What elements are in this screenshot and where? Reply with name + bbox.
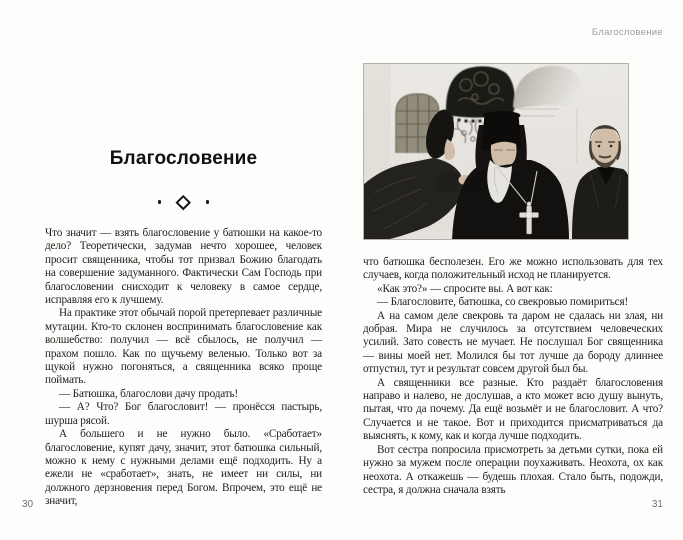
paragraph: А большего и не нужно было. «Сработает» благословение, купят дачу, значит, этот батюшка сильный, можно к нему с нужными делами ещё подходить. Ну а ежели не «сработает», знать, не имеет ни силы, ни должного дерзновения перед Богом. Впрочем, это ещё не значит, <box>45 428 322 508</box>
right-page-text <box>363 256 663 497</box>
chapter-title: Благословение <box>109 148 258 169</box>
dialogue-line: — Батюшка, благослови дачу продать! <box>59 387 239 400</box>
left-page-text <box>45 227 322 509</box>
ornament-dot-icon <box>206 200 210 204</box>
photo-svg <box>363 63 629 240</box>
page-number-left: 30 <box>22 499 34 510</box>
page-number-right: 31 <box>651 499 663 510</box>
paragraph: что батюшка бесполезен. Его же можно использовать для тех случаев, когда положительный исход не планируется. <box>363 256 663 282</box>
running-header: Благословение <box>591 27 663 38</box>
dialogue-line: — А? Что? Бог благословит! — пронёсся пастырь, шурша рясой. <box>45 401 322 427</box>
paragraph: Что значит — взять благословение у батюшки на какое-то дело? Теоретически, задумав нечто хорошее, человек просит священника, чтобы тот призвал Божию благодать на совершение задуманного. Фактически Сам Господь при благословении снисходит к человеку в самое сердце, исправляя его к лучшему. <box>45 227 322 307</box>
photo-priest-blessing <box>363 63 629 240</box>
paragraph: А на самом деле свекровь та даром не сдалась ни злая, ни добрая. Мира не случилось за отсутствием человеческих усилий. Зато совесть не мучает. Не послушал Бог священника — вины моей нет. Молился бы тот лучше да бороду длиннее отпустил, тут и результат совсем другой был бы. <box>363 309 663 376</box>
chapter-ornament <box>45 194 322 210</box>
ornament-diamond-icon <box>176 195 191 210</box>
paragraph: «Как это?» — спросите вы. А вот как: <box>377 282 553 295</box>
paragraph: Вот сестра попросила присмотреть за детьми сутки, пока ей нужно за мужем после операции поухаживать. Неохота, ох как неохота. А откажешь — будешь плохая. Стало быть, подожди, сестра, я должна сначала взять <box>363 443 663 496</box>
paragraph: На практике этот обычай порой претерпевает различные мутации. Кто-то склонен воспринимать благословение как волшебство: получил — всё сбылось, не получил — прахом пошло. Как по щучьему веленью. Только вот за щукой нужно погоняться, а священника всяко проще поймать. <box>45 307 322 387</box>
ornament-dot-icon <box>158 200 162 204</box>
dialogue-line: — Благословите, батюшка, со свекровью помириться! <box>377 296 629 309</box>
paragraph: А священники все разные. Кто раздаёт благословения направо и налево, не дослушав, а кто может всю душу вынуть, пытая, что да почему. Да ещё возьмёт и не благословит. А что? Случается и не такое. Вот и приходится присматриваться да выяснять, к кому, как и когда лучше подходить. <box>363 376 663 443</box>
